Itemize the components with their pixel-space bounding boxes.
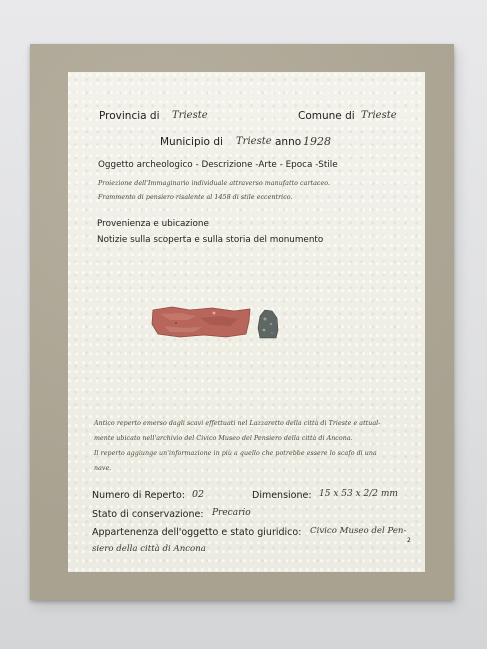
provincia-value: Trieste <box>172 110 208 121</box>
appartenenza-value-line-1: Civico Museo del Pen- <box>310 526 407 536</box>
numero-label: Numero di Reperto: <box>92 490 185 501</box>
municipio-label: Municipio di <box>160 136 223 148</box>
note-line-2: mente ubicato nell'archivio del Civico Museo del Pensiero della città di Ancona. <box>94 435 353 442</box>
appartenenza-value-line-2: siero della città di Ancona <box>92 544 206 554</box>
provincia-label: Provincia di <box>99 110 160 122</box>
oggetto-description-line-2: Frammento di pensiero risalente al 1458 di stile eccentrico. <box>98 194 293 201</box>
note-line-3: Il reperto aggiunge un'informazione in più a quello che potrebbe essere lo scafo di una <box>94 450 377 457</box>
red-fragment <box>150 304 252 340</box>
comune-label: Comune di <box>298 110 355 122</box>
comune-value: Trieste <box>361 110 397 121</box>
stato-value: Precario <box>212 508 251 518</box>
note-line-1: Antico reperto emerso dagli scavi effettuati nel Lazzaretto della città di Trieste e attual- <box>94 420 381 427</box>
numero-value: 02 <box>192 489 205 500</box>
notizie-label: Notizie sulla scoperta e sulla storia del monumento <box>97 235 324 245</box>
page-number: 2 <box>407 537 411 544</box>
dimensione-value: 15 x 53 x 2/2 mm <box>319 489 398 499</box>
dimensione-label: Dimensione: <box>252 490 312 501</box>
appartenenza-label: Appartenenza dell'oggetto e stato giuridico: <box>92 527 302 538</box>
municipio-value: Trieste <box>236 136 272 147</box>
provenienza-label: Provenienza e ubicazione <box>97 219 209 229</box>
anno-value: 1928 <box>303 135 331 148</box>
stato-label: Stato di conservazione: <box>92 509 204 520</box>
anno-label: anno <box>275 136 302 148</box>
note-line-4: nave. <box>94 465 112 472</box>
stone-fragment <box>256 308 280 340</box>
oggetto-label: Oggetto archeologico - Descrizione -Arte - Epoca -Stile <box>98 160 338 170</box>
oggetto-description-line-1: Proiezione dell'Immaginario individuale attraverso manufatto cartaceo. <box>98 180 331 187</box>
